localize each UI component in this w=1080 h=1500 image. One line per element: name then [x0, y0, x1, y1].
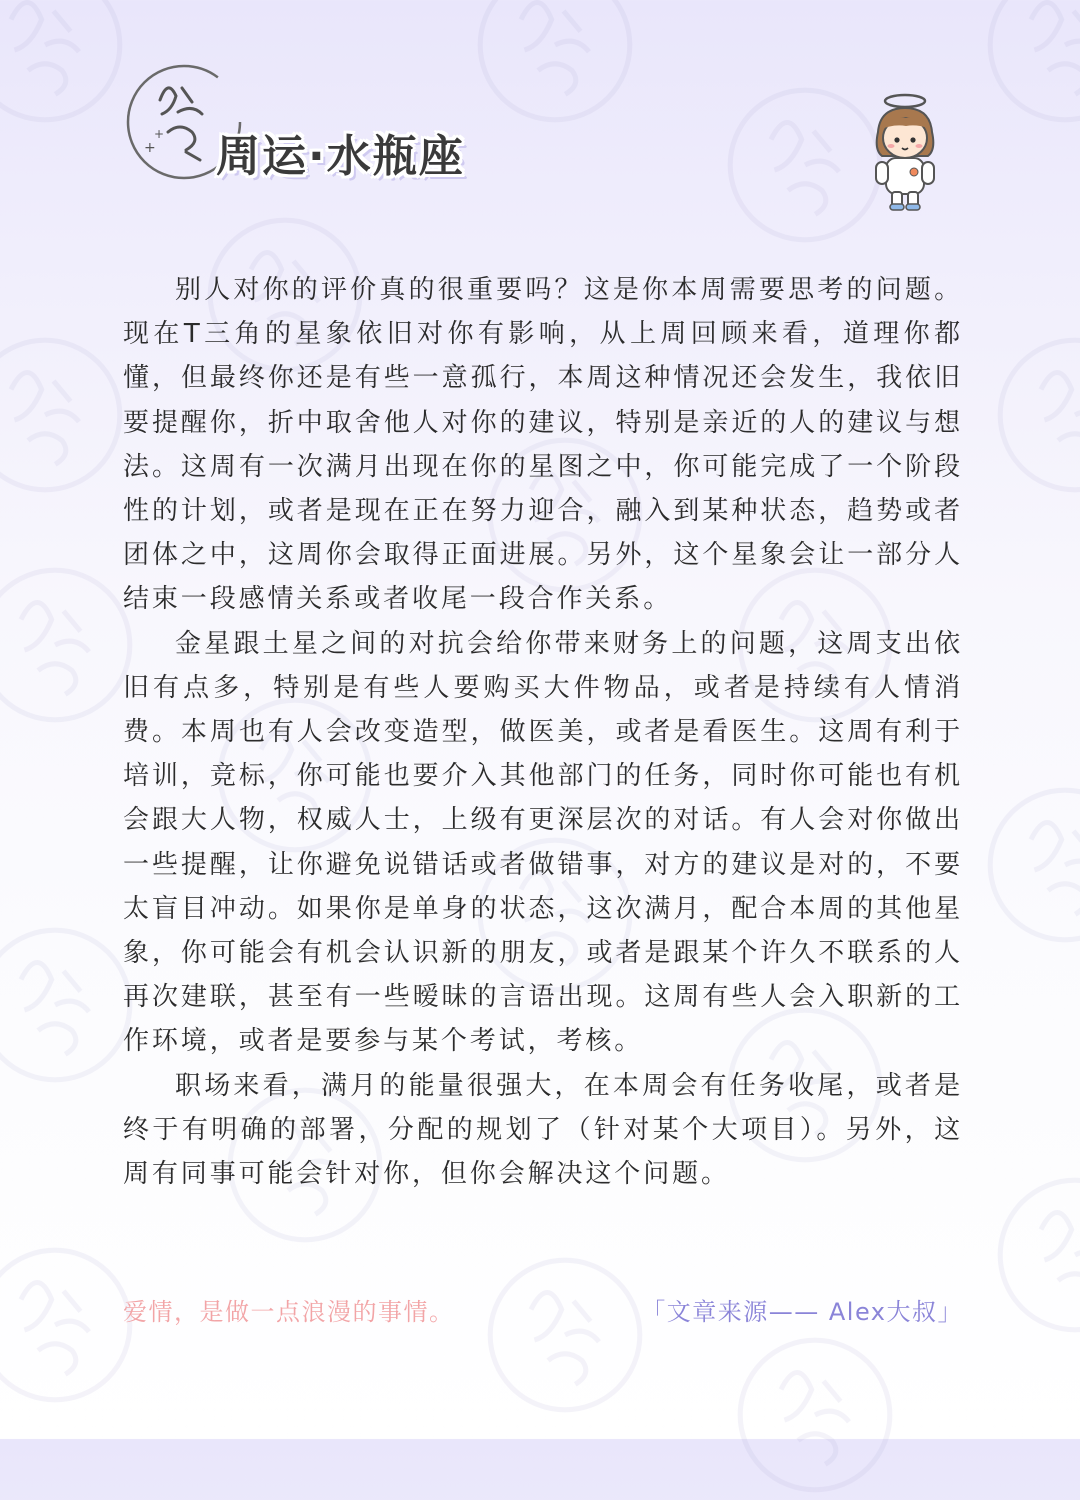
footer-source: 「文章来源—— Alex大叔」	[641, 1298, 963, 1326]
article-paragraph: 金星跟土星之间的对抗会给你带来财务上的问题，这周支出依旧有点多，特别是有些人要购买大件物品，或者是持续有人情消费。本周也有人会改变造型，做医美，或者是看医生。这周有利于培训，竞标，你可能也要介入其他部门的任务，同时你可能也有机会跟大人物，权威人士，上级有更深层次的对话。有人会对你做出一些提醒，让你避免说错话或者做错事，对方的建议是对的，不要太盲目冲动。如果你是单身的状态，这次满月，配合本周的其他星象，你可能会有机会认识新的朋友，或者是跟某个许久不联系的人再次建联，甚至有一些暧昧的言语出现。这周有些人会入职新的工作环境，或者是要参与某个考试，考核。	[123, 628, 963, 1057]
alex-signature-watermark-icon	[480, 1250, 650, 1420]
angel-astronaut-mascot-icon	[860, 92, 950, 217]
page-header	[0, 0, 1080, 230]
alex-signature-watermark-icon	[990, 330, 1080, 500]
alex-signature-watermark-icon	[980, 780, 1080, 950]
page-footer	[123, 1292, 963, 1332]
svg-text:+: +	[154, 127, 165, 141]
page-title: 周运·水瓶座	[216, 131, 465, 182]
alex-signature-watermark-icon	[730, 1330, 900, 1500]
svg-text:+: +	[144, 140, 156, 156]
alex-signature-watermark-icon	[0, 920, 140, 1090]
article-paragraph: 别人对你的评价真的很重要吗？这是你本周需要思考的问题。现在T三角的星象依旧对你有影响，从上周回顾来看，道理你都懂，但最终你还是有些一意孤行，本周这种情况还会发生，我依旧要提醒你，折中取舍他人对你的建议，特别是亲近的人的建议与想法。这周有一次满月出现在你的星图之中，你可能完成了一个阶段性的计划，或者是现在正在努力迎合，融入到某种状态，趋势或者团体之中，这周你会取得正面进展。另外，这个星象会让一部分人结束一段感情关系或者收尾一段合作关系。	[123, 275, 963, 615]
article-paragraph: 职场来看，满月的能量很强大，在本周会有任务收尾，或者是终于有明确的部署，分配的规划了（针对某个大项目）。另外，这周有同事可能会针对你，但你会解决这个问题。	[123, 1070, 963, 1190]
alex-signature-watermark-icon	[0, 1240, 140, 1410]
article-body	[123, 268, 963, 1196]
alex-signature-watermark-icon	[0, 330, 130, 500]
footer-slogan: 爱情，是做一点浪漫的事情。	[123, 1298, 455, 1326]
alex-signature-watermark-icon	[0, 560, 140, 730]
alex-signature-watermark-icon	[990, 1170, 1080, 1340]
